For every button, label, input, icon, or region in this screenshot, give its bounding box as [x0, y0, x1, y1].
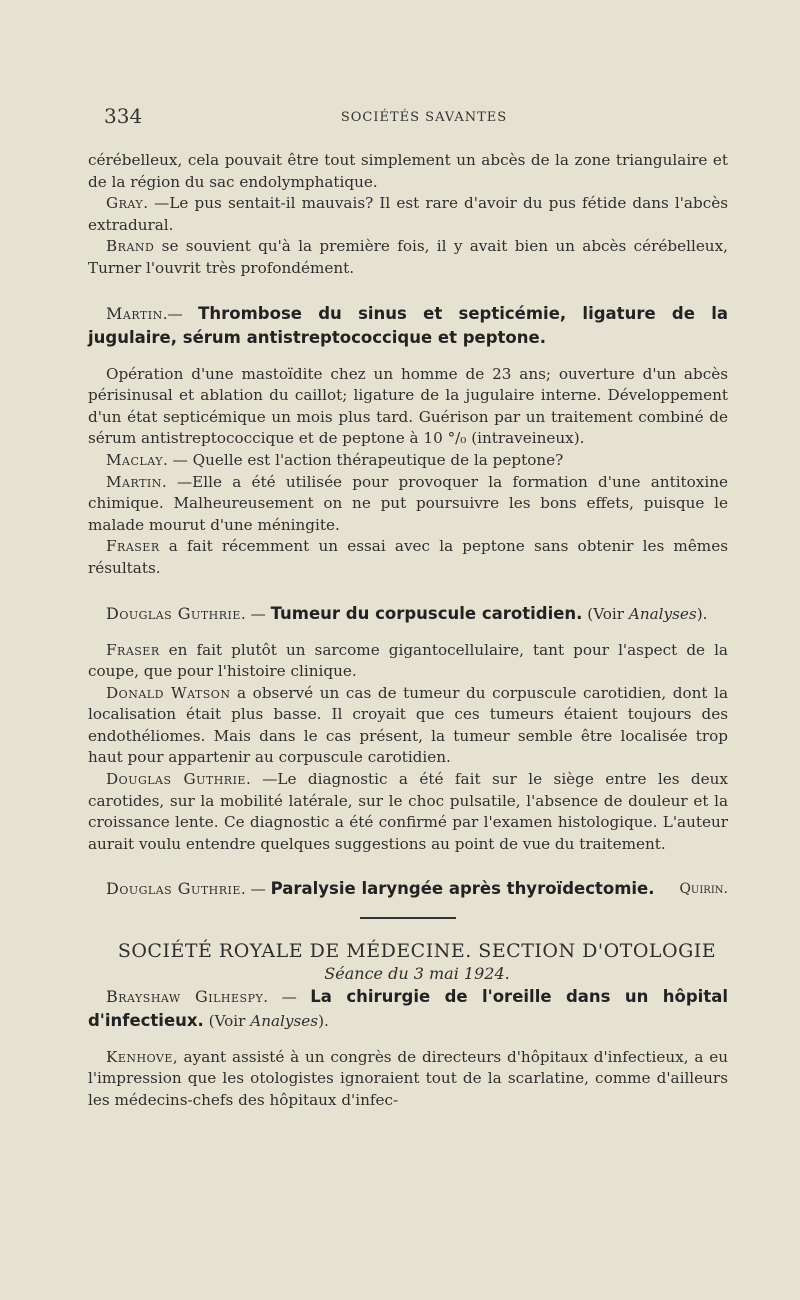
entry-separator: . —	[263, 987, 311, 1006]
paragraph	[88, 472, 728, 537]
entry-separator: .—	[162, 304, 199, 323]
signature: Quirin.	[679, 881, 728, 898]
entry-title: Tumeur du corpuscule carotidien.	[270, 603, 583, 623]
paragraph	[88, 683, 728, 769]
entry-title: Paralysie laryngée après thyroïdectomie.	[270, 879, 655, 899]
page-body	[88, 150, 728, 1111]
paragraph-text: . —Le diagnostic a été fait sur le siège entre les deux carotides, sur la mobilité latérale, sur le choc pulsatile, l'absence de douleur et la croissance lente. Ce diagnostic a été confirmé par l'examen histologique. L'auteur aurait voulu entendre quelques suggestions au point de vue du traitement.	[88, 770, 728, 853]
speaker-name: Gray	[106, 194, 144, 213]
entry-heading	[88, 302, 728, 350]
paragraph	[88, 536, 728, 579]
paragraph	[88, 193, 728, 236]
reference-link: Analyses	[250, 1011, 319, 1030]
section-divider	[360, 917, 456, 919]
paragraph-text: a observé un cas de tumeur du corpuscule carotidien, dont la localisation était plus basse. Il croyait que ces tumeurs étaient toujours des endothéliomes. Mais dans le cas présent, la tumeur semble être localisée trop haut pour appartenir au corpuscule carotidien.	[88, 683, 729, 767]
entry-title: La chirurgie de l'oreille dans un hôpital d'infectieux.	[88, 986, 729, 1030]
entry-author: Douglas Guthrie	[106, 603, 241, 623]
entry-title: Thrombose du sinus et septicémie, ligature de la jugulaire, sérum antistreptococcique et peptone.	[88, 303, 729, 347]
speaker-name: Kenhove	[106, 1047, 173, 1066]
page-header	[104, 104, 744, 134]
entry-separator: . —	[240, 604, 271, 623]
entry-separator: . —	[240, 880, 271, 899]
reference-open: (Voir	[582, 604, 629, 623]
reference-open: (Voir	[203, 1011, 251, 1030]
entry-author: Martin	[106, 303, 163, 323]
paragraph: Opération d'une mastoïdite chez un homme de 23 ans; ouverture d'un abcès périsinusal et ablation du caillot; ligature de la jugulaire interne. Développement d'un état septicémique un mois plus tard. Guérison par un traitement combiné de sérum antistreptococcique et de peptone à 10 °/₀ (intraveineux).	[88, 364, 728, 448]
paragraph-text: . — Quelle est l'action thérapeutique de la peptone?	[162, 450, 564, 469]
speaker-name: Brand	[106, 237, 155, 256]
running-head: SOCIÉTÉS SAVANTES	[340, 110, 508, 125]
speaker-name: Fraser	[106, 640, 160, 659]
page-number: 334	[104, 104, 143, 128]
reference-close: ).	[318, 1011, 329, 1030]
paragraph-text: se souvient qu'à la première fois, il y avait bien un abcès cérébelleux, Turner l'ouvrit très profondément.	[88, 237, 728, 277]
entry-author: Douglas Guthrie	[106, 879, 241, 899]
paragraph-text: . —Elle a été utilisée pour provoquer la formation d'une antitoxine chimique. Malheureusement on ne put poursuivre les bons effets, puisque le malade mourut d'une méningite.	[88, 472, 728, 534]
entry-heading	[88, 877, 728, 901]
paragraph	[88, 450, 728, 472]
society-heading: SOCIÉTÉ ROYALE DE MÉDECINE. SECTION D'OTOLOGIE	[117, 940, 717, 963]
speaker-name: Donald Watson	[106, 683, 231, 702]
paragraph-text: . —Le pus sentait-il mauvais? Il est rare d'avoir du pus fétide dans l'abcès extradural.	[88, 194, 728, 234]
paragraph: cérébelleux, cela pouvait être tout simplement un abcès de la zone triangulaire et de la région du sac endolymphatique.	[88, 151, 728, 191]
speaker-name: Fraser	[106, 537, 160, 556]
entry-author: Brayshaw Gilhespy	[106, 986, 264, 1006]
reference-close: ).	[696, 604, 708, 623]
speaker-name: Martin	[106, 472, 162, 491]
paragraph-text: a fait récemment un essai avec la peptone sans obtenir les mêmes résultats.	[88, 537, 728, 577]
entry-heading	[88, 602, 728, 626]
paragraph	[88, 236, 728, 279]
paragraph	[88, 769, 728, 855]
reference-link: Analyses	[628, 604, 697, 623]
paragraph-text: , ayant assisté à un congrès de directeurs d'hôpitaux d'infectieux, a eu l'impression que les otologistes ignoraient tout de la scarlatine, comme d'ailleurs les médecins-chefs des hôpitaux d'infec-	[88, 1047, 728, 1109]
paragraph	[88, 640, 728, 683]
speaker-name: Douglas Guthrie	[106, 770, 246, 789]
entry-heading	[88, 985, 728, 1033]
session-date: Séance du 3 mai 1924.	[324, 964, 510, 984]
speaker-name: Maclay	[106, 450, 163, 469]
paragraph	[88, 1047, 728, 1112]
paragraph-text: en fait plutôt un sarcome gigantocellulaire, tant pour l'aspect de la coupe, que pour l'histoire clinique.	[88, 640, 728, 681]
